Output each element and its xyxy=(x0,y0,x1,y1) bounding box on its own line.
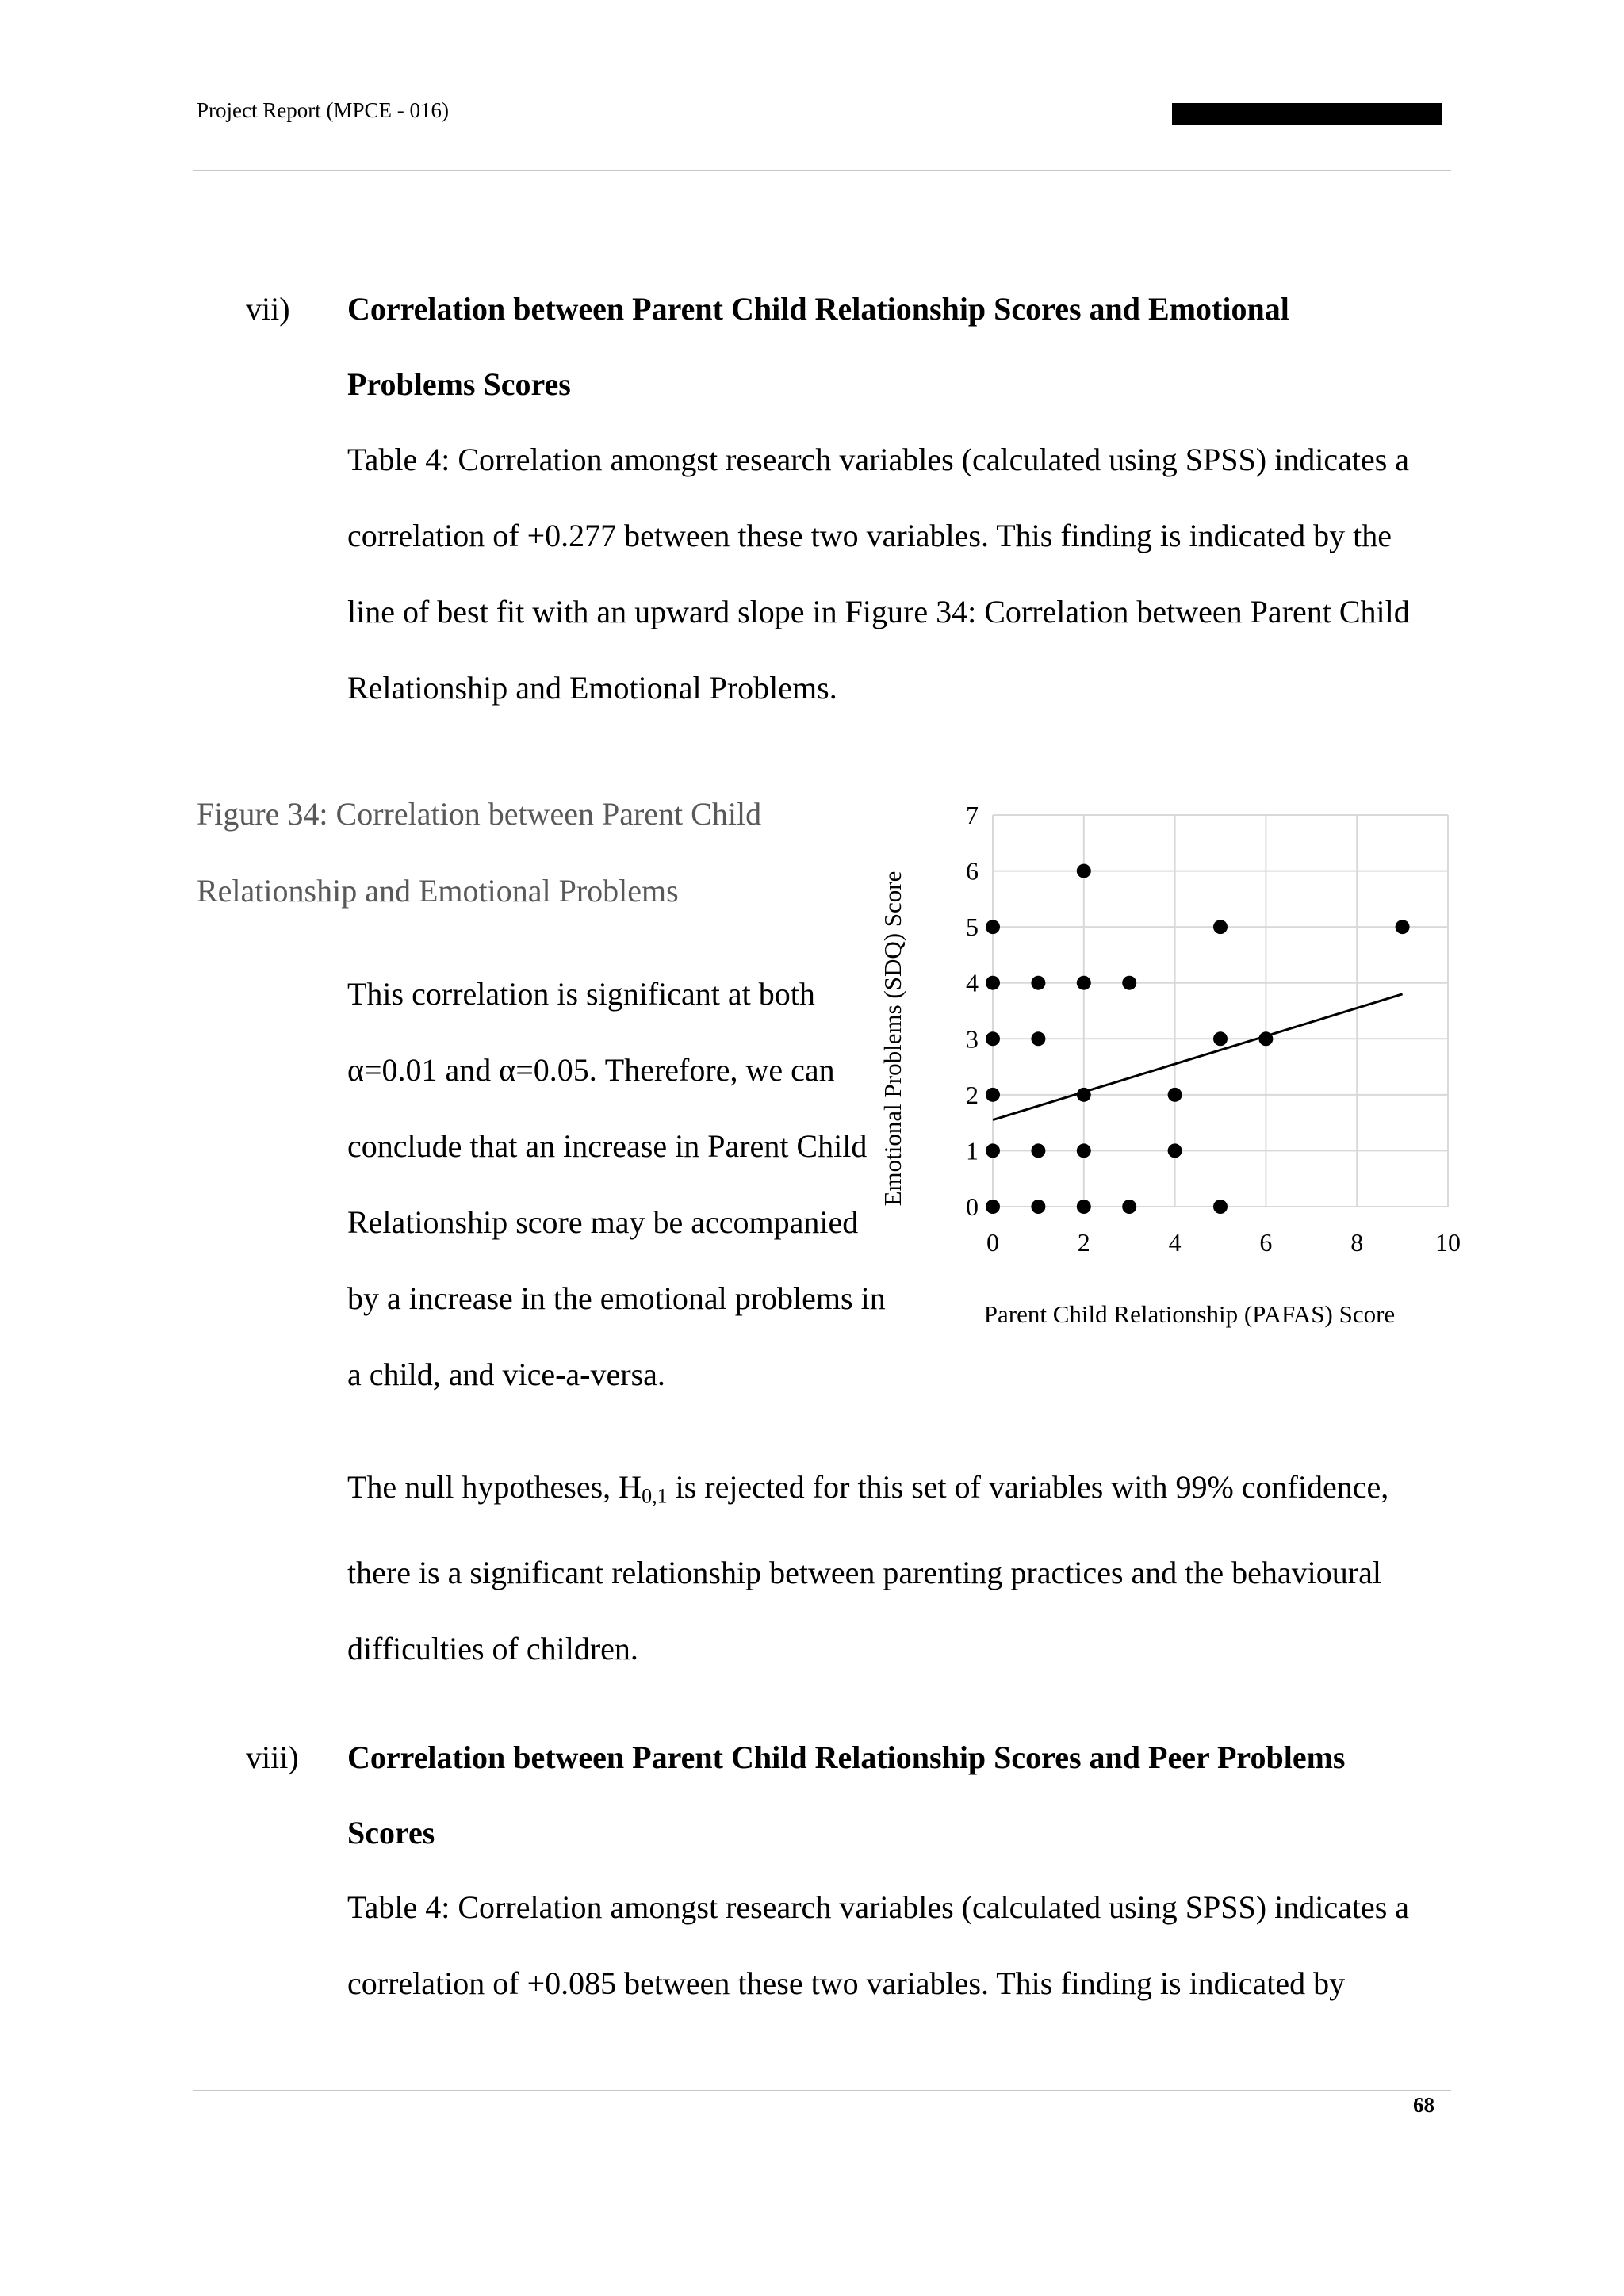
null-hypothesis-subscript: 0,1 xyxy=(642,1484,668,1508)
null-hypothesis-paragraph xyxy=(347,1449,1442,1687)
section-heading-viii-line2: Scores xyxy=(347,1815,435,1850)
figure-caption: Figure 34: Correlation between Parent Child Relationship and Emotional Problems xyxy=(197,796,762,909)
header-rule xyxy=(193,170,1451,171)
data-point xyxy=(986,920,1000,934)
data-point xyxy=(986,1031,1000,1046)
data-point xyxy=(1031,1200,1045,1214)
x-tick-label-6: 6 xyxy=(1259,1228,1273,1257)
chart-grid xyxy=(993,815,1448,1207)
data-point xyxy=(1077,1143,1091,1158)
y-tick-label-0: 0 xyxy=(966,1192,979,1221)
data-point xyxy=(1031,976,1045,990)
y-tick-label-3: 3 xyxy=(966,1024,979,1054)
chart-tick-labels xyxy=(966,801,1461,1257)
significance-paragraph: This correlation is significant at both α=0.01 and α=0.05. Therefore, we can conclude that an increase in Parent Child Relationship score may be accompanied by a increase in the emotional problems in a child, and vice-a-versa. xyxy=(347,976,886,1392)
x-tick-label-2: 2 xyxy=(1077,1228,1090,1257)
y-tick-label-7: 7 xyxy=(966,801,979,829)
redaction-bar xyxy=(1172,103,1442,125)
y-tick-label-5: 5 xyxy=(966,913,979,942)
data-point xyxy=(1122,1200,1136,1214)
scatter-chart xyxy=(872,785,1491,1340)
y-tick-label-4: 4 xyxy=(966,968,979,997)
data-point xyxy=(986,976,1000,990)
data-point xyxy=(986,1200,1000,1214)
data-point xyxy=(1077,1200,1091,1214)
data-point xyxy=(1258,1031,1273,1046)
y-tick-label-2: 2 xyxy=(966,1080,979,1109)
data-point xyxy=(986,1088,1000,1102)
data-point xyxy=(1077,864,1091,878)
y-tick-label-6: 6 xyxy=(966,856,979,886)
y-axis-label: Emotional Problems (SDQ) Score xyxy=(879,871,906,1207)
data-point xyxy=(1031,1031,1045,1046)
x-tick-label-8: 8 xyxy=(1350,1228,1364,1257)
trendline xyxy=(993,994,1403,1120)
section-heading-vii-line2: Problems Scores xyxy=(347,366,571,402)
footer-rule xyxy=(193,2090,1451,2091)
x-tick-label-0: 0 xyxy=(986,1228,999,1257)
x-axis-label: Parent Child Relationship (PAFAS) Score xyxy=(983,1300,1396,1328)
section-viii-paragraph: Table 4: Correlation amongst research variables (calculated using SPSS) indicates a correlation of +0.085 between these two variables. This finding is indicated by xyxy=(347,1889,1410,2001)
section-number-viii: viii) xyxy=(246,1739,299,1775)
x-tick-label-4: 4 xyxy=(1168,1228,1182,1257)
y-tick-label-1: 1 xyxy=(966,1136,979,1165)
data-point xyxy=(1168,1088,1182,1102)
section-vii-paragraph: Table 4: Correlation amongst research variables (calculated using SPSS) indicates a correlation of +0.277 between these two variables. This finding is indicated by the line of best fit with an upward slope in Figure 34: Correlation between Parent Child Relationship and Emotional Problems. xyxy=(347,442,1410,706)
data-point xyxy=(1213,1031,1228,1046)
data-point xyxy=(1213,920,1228,934)
data-point xyxy=(1077,976,1091,990)
chart-trendline-layer xyxy=(993,994,1403,1120)
data-point xyxy=(1077,1088,1091,1102)
null-hypothesis-before: The null hypotheses, H xyxy=(347,1469,642,1505)
running-header: Project Report (MPCE - 016) xyxy=(197,98,449,122)
data-point xyxy=(1031,1143,1045,1158)
data-point xyxy=(1168,1143,1182,1158)
x-tick-label-10: 10 xyxy=(1435,1228,1461,1257)
section-heading-viii-line1: Correlation between Parent Child Relationship Scores and Peer Problems xyxy=(347,1739,1346,1775)
data-point xyxy=(986,1143,1000,1158)
section-heading-vii-line1: Correlation between Parent Child Relationship Scores and Emotional xyxy=(347,291,1289,327)
data-point xyxy=(1213,1200,1228,1214)
section-number-vii: vii) xyxy=(246,291,290,327)
data-point xyxy=(1122,976,1136,990)
page-number: 68 xyxy=(1413,2093,1434,2117)
data-point xyxy=(1396,920,1410,934)
null-hypothesis-after: is rejected for this set of variables with 99% confidence, there is a significant relationship between parenting practices and the behavioural difficulties of children. xyxy=(347,1469,1389,1667)
